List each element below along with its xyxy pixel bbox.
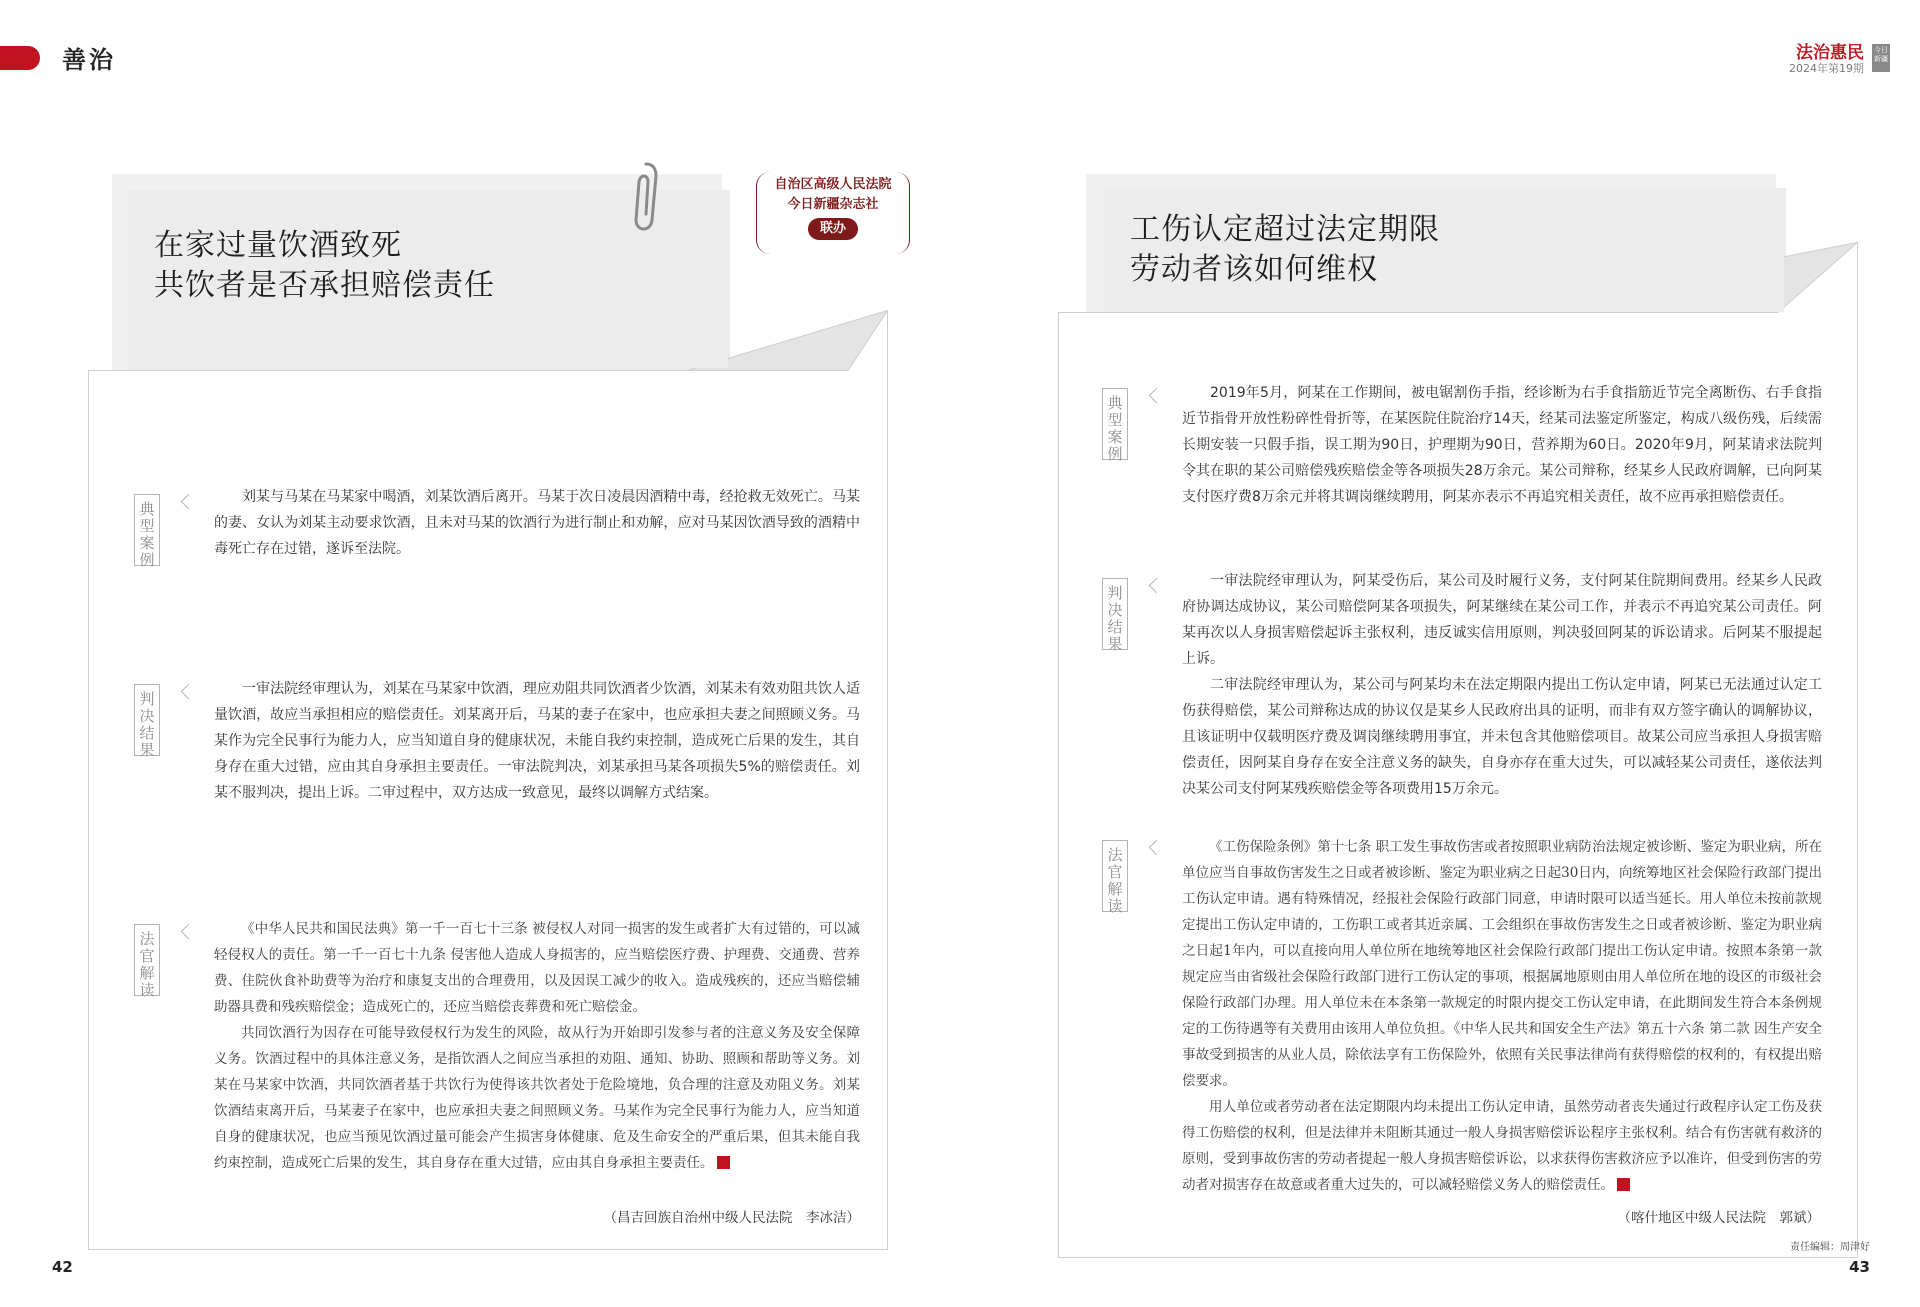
stamp-line2: 今日新疆杂志社 — [787, 197, 879, 212]
right-case-para: 2019年5月，阿某在工作期间，被电锯割伤手指，经诊断为右手食指筋近节完全离断伤、右手食指近节指骨开放性粉碎性骨折等，在某医院住院治疗14天，经某司法鉴定所鉴定，构成八级伤残，后续需长期安装一只假手指，误工期为90日，护理期为90日，营养期为60日。2020年9月，阿某请求法院判令其在职的某公司赔偿残疾赔偿金等各项损失28万余元。某公司辩称，经某乡人民政府调解，已向阿某支付医疗费8万余元并将其调岗继续聘用，阿某亦表示不再追究相关责任，故不应再承担赔偿责任。 — [1182, 385, 1822, 505]
right-title-line1: 工伤认定超过法定期限 — [1130, 212, 1440, 247]
stamp-line1: 自治区高级人民法院 — [774, 177, 892, 192]
co-organizer-stamp — [756, 172, 910, 254]
magazine-logo: 今日新疆 — [1872, 44, 1890, 72]
right-tag-case: 典型案例 — [1102, 388, 1128, 460]
right-article-title — [1130, 210, 1440, 290]
section-marker — [0, 46, 40, 70]
left-title-line1: 在家过量饮酒致死 — [154, 228, 402, 263]
right-judge-para2-text: 用人单位或者劳动者在法定期限内均未提出工伤认定申请，虽然劳动者丧失通过行政程序认定工伤及获得工伤赔偿的权利，但是法律并未阻断其通过一般人身损害赔偿诉讼程序主张权利。结合有伤害就有救济的原则，受到事故伤害的劳动者提起一般人身损害赔偿诉讼，以求获得伤害救济应予以准许，但受到伤害的劳动者对损害存在故意或者重大过失的，可以减轻赔偿义务人的赔偿责任。 — [1182, 1099, 1822, 1193]
right-author: （喀什地区中级人民法院 郭斌） — [1617, 1210, 1820, 1226]
left-case-para: 刘某与马某在马某家中喝酒，刘某饮酒后离开。马某于次日凌晨因酒精中毒，经抢救无效死亡。马某的妻、女认为刘某主动要求饮酒，且未对马某的饮酒行为进行制止和劝解，应对马某因饮酒导致的酒精中毒死亡存在过错，遂诉至法院。 — [214, 489, 860, 557]
paperclip-icon — [624, 160, 664, 240]
magazine-issue: 2024年第19期 — [1789, 62, 1864, 75]
left-case-text — [214, 484, 860, 562]
right-judge-text — [1182, 834, 1822, 1198]
right-case-text — [1182, 380, 1822, 510]
magazine-brand — [1789, 44, 1864, 75]
right-verdict-para1: 一审法院经审理认为，阿某受伤后，某公司及时履行义务，支付阿某住院期间费用。经某乡人民政府协调达成协议，某公司赔偿阿某各项损失，阿某继续在某公司工作，并表示不再追究某公司责任。阿某再次以人身损害赔偿起诉主张权利，违反诚实信用原则，判决驳回阿某的诉讼请求。后阿某不服提起上诉。 — [1182, 573, 1822, 667]
magazine-name: 法治惠民 — [1796, 43, 1864, 63]
left-page-number: 42 — [52, 1258, 73, 1276]
end-mark-icon — [1617, 1178, 1630, 1191]
left-judge-text — [214, 916, 860, 1176]
right-judge-para1: 《工伤保险条例》第十七条 职工发生事故伤害或者按照职业病防治法规定被诊断、鉴定为职业病，所在单位应当自事故伤害发生之日或者被诊断、鉴定为职业病之日起30日内，向统筹地区社会保险行政部门提出工伤认定申请。遇有特殊情况，经报社会保险行政部门同意，申请时限可以适当延长。用人单位未按前款规定提出工伤认定申请的，工伤职工或者其近亲属、工会组织在事故伤害发生之日或者被诊断、鉴定为职业病之日起1年内，可以直接向用人单位所在地统筹地区社会保险行政部门提出工伤认定申请。按照本条第一款规定应当由省级社会保险行政部门进行工伤认定的事项，根据属地原则由用人单位所在地的设区的市级社会保险行政部门办理。用人单位未在本条第一款规定的时限内提交工伤认定申请，在此期间发生符合本条例规定的工伤待遇等有关费用由该用人单位负担。《中华人民共和国安全生产法》第五十六条 第二款 因生产安全事故受到损害的从业人员，除依法享有工伤保险外，依照有关民事法律尚有获得赔偿的权利的，有权提出赔偿要求。 — [1182, 839, 1822, 1089]
right-verdict-text — [1182, 568, 1822, 802]
left-judge-para2 — [214, 1020, 860, 1176]
right-verdict-para2: 二审法院经审理认为，某公司与阿某均未在法定期限内提出工伤认定申请，阿某已无法通过认定工伤获得赔偿，某公司辩称达成的协议仅是某乡人民政府出具的证明，而非有双方签字确认的调解协议，且该证明中仅载明医疗费及调岗继续聘用事宜，并未包含其他赔偿项目。故某公司应当承担人身损害赔偿责任，因阿某自身存在安全注意义务的缺失，自身亦存在重大过失，可以减轻某公司责任，遂依法判决某公司支付阿某残疾赔偿金等各项费用15万余元。 — [1182, 677, 1822, 797]
left-verdict-para: 一审法院经审理认为，刘某在马某家中饮酒，理应劝阻共同饮酒者少饮酒，刘某未有效劝阻共饮人适量饮酒，故应当承担相应的赔偿责任。刘某离开后，马某的妻子在家中，也应承担夫妻之间照顾义务。马某作为完全民事行为能力人，应当知道自身的健康状况，未能自我约束控制，造成死亡后果的发生，其自身存在重大过错，应由其自身承担主要责任。一审法院判决，刘某承担马某各项损失5%的赔偿责任。刘某不服判决，提出上诉。二审过程中，双方达成一致意见，最终以调解方式结案。 — [214, 681, 860, 801]
right-title-line2: 劳动者该如何维权 — [1130, 252, 1378, 287]
left-verdict-text — [214, 676, 860, 806]
left-judge-para1: 《中华人民共和国民法典》第一千一百七十三条 被侵权人对同一损害的发生或者扩大有过错的，可以减轻侵权人的责任。第一千一百七十九条 侵害他人造成人身损害的，应当赔偿医疗费、护理费、交通费、营养费、住院伙食补助费等为治疗和康复支出的合理费用，以及因误工减少的收入。造成残疾的，还应当赔偿辅助器具费和残疾赔偿金；造成死亡的，还应当赔偿丧葬费和死亡赔偿金。 — [214, 921, 860, 1015]
left-author: （昌吉回族自治州中级人民法院 李冰洁） — [603, 1210, 860, 1226]
right-tag-judge: 法官解读 — [1102, 840, 1128, 912]
left-tag-case: 典型案例 — [134, 494, 160, 566]
right-tag-verdict: 判决结果 — [1102, 578, 1128, 650]
right-page-number: 43 — [1849, 1258, 1870, 1276]
stamp-badge: 联办 — [808, 218, 858, 240]
left-tag-verdict: 判决结果 — [134, 684, 160, 756]
right-judge-para2 — [1182, 1094, 1822, 1198]
editor-credit: 责任编辑：周津好 — [1790, 1242, 1870, 1253]
left-tag-judge: 法官解读 — [134, 924, 160, 996]
section-title: 善治 — [62, 45, 116, 74]
end-mark-icon — [717, 1156, 730, 1169]
left-title-line2: 共饮者是否承担赔偿责任 — [154, 268, 495, 303]
left-judge-para2-text: 共同饮酒行为因存在可能导致侵权行为发生的风险，故从行为开始即引发参与者的注意义务及安全保障义务。饮酒过程中的具体注意义务，是指饮酒人之间应当承担的劝阻、通知、协助、照顾和帮助等义务。刘某在马某家中饮酒，共同饮酒者基于共饮行为使得该共饮者处于危险境地，负合理的注意及劝阻义务。刘某饮酒结束离开后，马某妻子在家中，也应承担夫妻之间照顾义务。马某作为完全民事行为能力人，应当知道自身的健康状况，也应当预见饮酒过量可能会产生损害身体健康、危及生命安全的严重后果，但其未能自我约束控制，造成死亡后果的发生，其自身存在重大过错，应由其自身承担主要责任。 — [214, 1025, 860, 1171]
left-article-title — [154, 226, 495, 306]
